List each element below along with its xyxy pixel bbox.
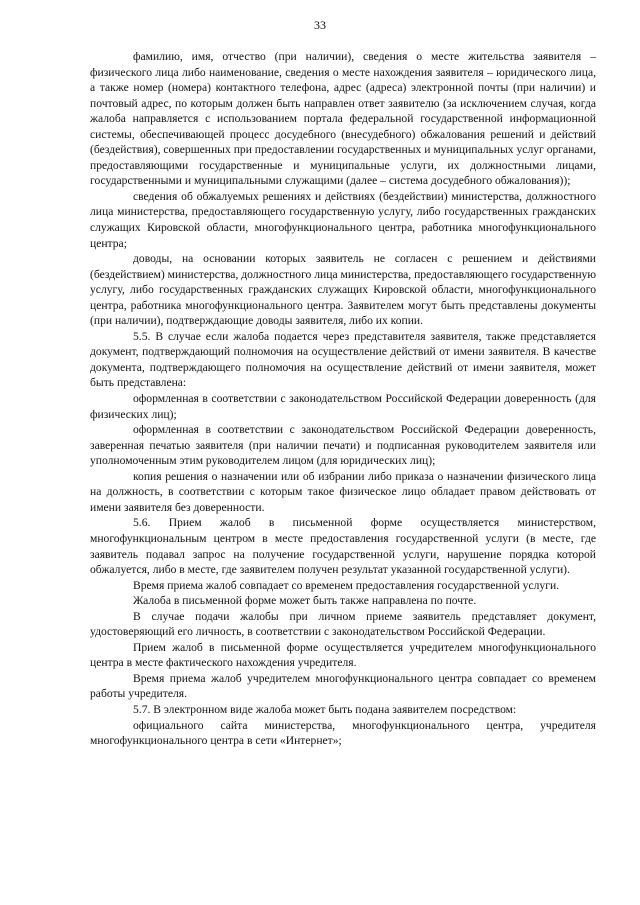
paragraph-applicant-details: фамилию, имя, отчество (при наличии), сведения о месте жительства заявителя – физического лица либо наименование, сведения о месте нахождения заявителя – юридического лица, а также номер (номера) контактного телефона, адрес (адреса) электронной почты (при наличии) и почтовый адрес, по которым должен быть направлен ответ заявителю (за исключением случая, когда жалоба направляется с использованием портала федеральной государственной информационной системы, обеспечивающей процесс досудебного (внесудебного) обжалования решений и действий (бездействия), совершенных при предоставлении государственных и муниципальных услуг органами, предоставляющими государственные и муниципальные услуги, их должностными лицами, государственными и муниципальными служащими (далее – система досудебного обжалования)); — [90, 50, 596, 188]
paragraph-appealed-decisions: сведения об обжалуемых решениях и действиях (бездействии) министерства, должностного лица министерства, предоставляющего государственную услугу, либо государственных гражданских служащих Кировской области, многофункционального центра, работника многофункционального центра; — [90, 189, 596, 250]
paragraph-5-7: 5.7. В электронном виде жалоба может быть подана заявителем посредством: — [133, 702, 517, 716]
paragraph-5-5: 5.5. В случае если жалоба подается через представителя заявителя, также представляется документ, подтверждающий полномочия на осуществление действий от имени заявителя. В качестве документа, подтверждающего полномочия на осуществление действий от имени заявителя, может быть представлена: — [90, 329, 596, 390]
paragraph-mail: Жалоба в письменной форме может быть также направлена по почте. — [133, 594, 477, 608]
paragraph-founder-reception: Прием жалоб в письменной форме осуществляется учредителем многофункционального центра в месте фактического нахождения учредителя. — [90, 640, 596, 670]
paragraph-appointment-copy: копия решения о назначении или об избрании либо приказа о назначении физического лица на должность, в соответствии с которым такое физическое лицо обладает правом действовать от имени заявителя без доверенности. — [90, 469, 596, 514]
paragraph-founder-time: Время приема жалоб учредителем многофункционального центра совпадает со временем работы учредителя. — [90, 671, 596, 701]
paragraph-power-of-attorney-legal: оформленная в соответствии с законодательством Российской Федерации доверенность, заверенная печатью заявителя (при наличии печати) и подписанная руководителем заявителя или уполномоченным этим руководителем лицом (для юридических лиц); — [90, 423, 596, 468]
document-body — [90, 49, 596, 749]
paragraph-reception-time: Время приема жалоб совпадает со временем предоставления государственной услуги. — [133, 578, 560, 592]
paragraph-5-6: 5.6. Прием жалоб в письменной форме осуществляется министерством, многофункциональным центром в месте предоставления государственной услуги (в месте, где заявитель подавал запрос на получение государственной услуги, нарушение порядка которой обжалуется, либо в месте, где заявителем получен результат указанной государственной услуги). — [90, 516, 596, 577]
page-number: 33 — [314, 18, 326, 32]
paragraph-official-site: официального сайта министерства, многофункционального центра, учредителя многофункционального центра в сети «Интернет»; — [90, 718, 596, 748]
paragraph-power-of-attorney-individuals: оформленная в соответствии с законодательством Российской Федерации доверенность (для физических лиц); — [90, 392, 596, 421]
paragraph-personal-reception: В случае подачи жалобы при личном приеме заявитель представляет документ, удостоверяющий его личность, в соответствии с законодательством Российской Федерации. — [90, 609, 596, 639]
paragraph-arguments: доводы, на основании которых заявитель не согласен с решением и действиями (бездействием) министерства, должностного лица министерства, предоставляющего государственную услугу, либо государственных гражданских служащих Кировской области, многофункционального центра, работника многофункционального центра. Заявителем могут быть представлены документы (при наличии), подтверждающие доводы заявителя, либо их копии. — [90, 252, 596, 328]
